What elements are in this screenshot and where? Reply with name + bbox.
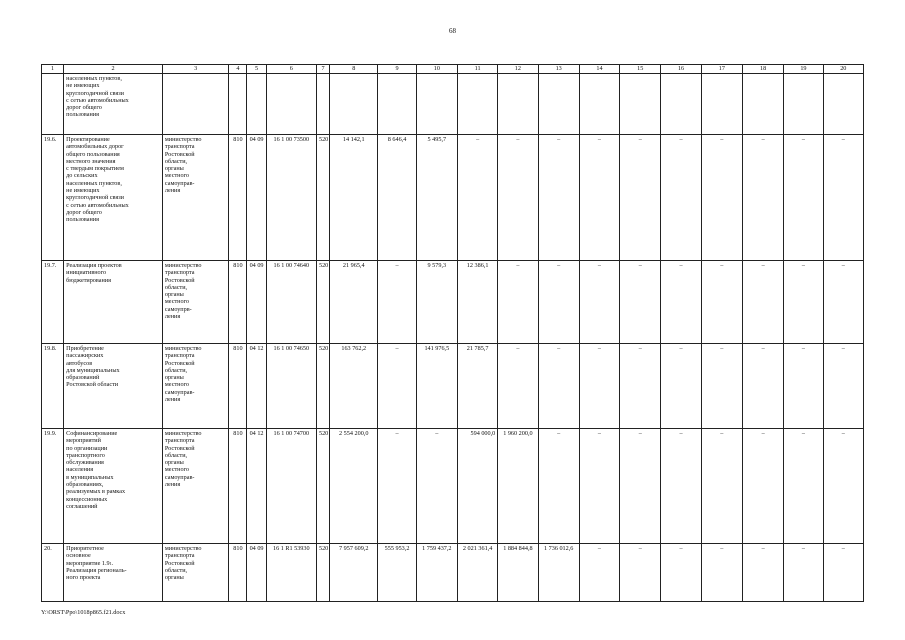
continuation-row — [42, 74, 864, 135]
cell-c16: – — [661, 261, 701, 344]
cell-c9: – — [378, 429, 416, 544]
column-number-row — [42, 65, 864, 74]
cell-c8: 21 965,4 — [330, 261, 378, 344]
column-header: 14 — [579, 65, 619, 74]
row-executor: министерство транспорта Ростовской области, органы местного самоуправ- ления — [162, 344, 228, 429]
cell-c19: – — [784, 261, 823, 344]
cell-c16: – — [661, 544, 701, 602]
column-header: 8 — [330, 65, 378, 74]
table-row — [42, 344, 864, 429]
cell-c19: – — [784, 544, 823, 602]
cell-c9: 555 953,2 — [378, 544, 416, 602]
column-header: 16 — [661, 65, 701, 74]
cell-c11: 12 386,1 — [457, 261, 497, 344]
column-header: 13 — [538, 65, 579, 74]
cell-c12: 1 960 200,0 — [498, 429, 538, 544]
row-name: Приоритетное основное мероприятие $1.9^1$. Реализация региональ- ного проекта — [64, 544, 163, 602]
cell-c14: – — [579, 344, 619, 429]
cell-c16: – — [661, 135, 701, 261]
cell-c10: – — [416, 429, 457, 544]
cell-c8: 163 762,2 — [330, 344, 378, 429]
cell-c13: 1 736 012,6 — [538, 544, 579, 602]
column-header: 20 — [823, 65, 863, 74]
row-number: 19.7. — [42, 261, 64, 344]
cell-c14: – — [579, 261, 619, 344]
cell-c17: – — [701, 261, 742, 344]
row-number: 19.8. — [42, 344, 64, 429]
cell-c20: – — [823, 544, 863, 602]
column-header: 10 — [416, 65, 457, 74]
cell-c12: – — [498, 135, 538, 261]
column-header: 9 — [378, 65, 416, 74]
cell-c7: 520 — [316, 135, 329, 261]
table-row — [42, 544, 864, 602]
cell-c8: 7 957 609,2 — [330, 544, 378, 602]
row-number: 20. — [42, 544, 64, 602]
cell-c17: – — [701, 344, 742, 429]
cell-c10: 5 495,7 — [416, 135, 457, 261]
cell-c6: 16 1 00 74700 — [266, 429, 316, 544]
cell-c18: – — [742, 135, 783, 261]
row-name: Приобретение пассажирских автобусов для муниципальных образований Ростовской области — [64, 344, 163, 429]
cell-c11: 2 021 361,4 — [457, 544, 497, 602]
cell-c7: 520 — [316, 344, 329, 429]
cell-c5: 04 09 — [247, 544, 266, 602]
table-row — [42, 429, 864, 544]
column-header: 7 — [316, 65, 329, 74]
column-header: 2 — [64, 65, 163, 74]
cell-c15: – — [620, 344, 661, 429]
cell-c4: 810 — [229, 429, 247, 544]
cell-c9: – — [378, 261, 416, 344]
cell-c9: 8 646,4 — [378, 135, 416, 261]
cell-c11: 21 785,7 — [457, 344, 497, 429]
row-number: 19.6. — [42, 135, 64, 261]
cell-c10: 141 976,5 — [416, 344, 457, 429]
cell-c7: 520 — [316, 544, 329, 602]
table-row — [42, 135, 864, 261]
cell-c17: – — [701, 135, 742, 261]
cell-c17: – — [701, 429, 742, 544]
cell-c17: – — [701, 544, 742, 602]
cell-c20: – — [823, 344, 863, 429]
cell-c4: 810 — [229, 135, 247, 261]
column-header: 18 — [742, 65, 783, 74]
column-header: 12 — [498, 65, 538, 74]
row-executor: министерство транспорта Ростовской области, органы местного самоуправ- ления — [162, 429, 228, 544]
cell-c13: – — [538, 261, 579, 344]
cell-c9: – — [378, 344, 416, 429]
row-number: 19.9. — [42, 429, 64, 544]
cell-c4: 810 — [229, 344, 247, 429]
cell-c20: – — [823, 261, 863, 344]
row-executor: министерство транспорта Ростовской области, органы — [162, 544, 228, 602]
page-number: 68 — [449, 27, 456, 35]
column-header: 4 — [229, 65, 247, 74]
cell-c20: – — [823, 429, 863, 544]
row-executor: министерство транспорта Ростовской области, органы местного самоупрв- ления — [162, 261, 228, 344]
cell-c7: 520 — [316, 261, 329, 344]
cell-c14: – — [579, 429, 619, 544]
cell-c5: 04 09 — [247, 261, 266, 344]
cell-c7: 520 — [316, 429, 329, 544]
column-header: 6 — [266, 65, 316, 74]
cell-c12: 1 884 844,8 — [498, 544, 538, 602]
cell-c18: – — [742, 429, 783, 544]
continuation-name: населенных пунктов, не имеющих круглогодичной связи с сетью автомобильных дорог общего пользования — [64, 74, 163, 135]
cell-c14: – — [579, 135, 619, 261]
cell-c6: 16 1 00 73500 — [266, 135, 316, 261]
cell-c13: – — [538, 344, 579, 429]
column-header: 1 — [42, 65, 64, 74]
cell-c19: – — [784, 344, 823, 429]
column-header: 17 — [701, 65, 742, 74]
cell-c15: – — [620, 429, 661, 544]
cell-c5: 04 09 — [247, 135, 266, 261]
column-header: 11 — [457, 65, 497, 74]
cell-c15: – — [620, 544, 661, 602]
cell-c8: 14 142,1 — [330, 135, 378, 261]
cell-c12: – — [498, 261, 538, 344]
cell-c20: – — [823, 135, 863, 261]
budget-table — [41, 64, 864, 602]
cell-c18: – — [742, 544, 783, 602]
column-header: 3 — [162, 65, 228, 74]
cell-c4: 810 — [229, 544, 247, 602]
cell-c10: 9 579,3 — [416, 261, 457, 344]
row-name: Софинансирование мероприятий по организации транспортного обслуживания населения в муниципальных образованиях, реализуемых в рамках концессионных соглашений — [64, 429, 163, 544]
cell-c15: – — [620, 261, 661, 344]
row-name: Проектирование автомобильных дорог общего пользования местного значения с твердым покрытием до сельских населенных пунктов, не имеющих круглогодичной связи с сетью автомобильных дорог общего пользования — [64, 135, 163, 261]
row-name: Реализация проектов инициативного бюджетирования — [64, 261, 163, 344]
cell-c5: 04 12 — [247, 344, 266, 429]
cell-c19: – — [784, 135, 823, 261]
cell-c12: – — [498, 344, 538, 429]
cell-c16: – — [661, 344, 701, 429]
row-executor: министерство транспорта Ростовской области, органы местного самоуправ- ления — [162, 135, 228, 261]
cell-c18: – — [742, 344, 783, 429]
cell-c6: 16 1 00 74640 — [266, 261, 316, 344]
cell-c11: – — [457, 135, 497, 261]
cell-c5: 04 12 — [247, 429, 266, 544]
column-header: 19 — [784, 65, 823, 74]
column-header: 5 — [247, 65, 266, 74]
cell-c19: – — [784, 429, 823, 544]
cell-c14: – — [579, 544, 619, 602]
cell-c11: 594 000,0 — [457, 429, 497, 544]
cell-c4: 810 — [229, 261, 247, 344]
cell-c13: – — [538, 135, 579, 261]
cell-c10: 1 759 437,2 — [416, 544, 457, 602]
column-header: 15 — [620, 65, 661, 74]
file-path-footer: Y:\ORST\Ppo\1018p865.f21.docx — [41, 609, 126, 616]
cell-c6: 16 1 R1 53930 — [266, 544, 316, 602]
cell-c8: 2 554 200,0 — [330, 429, 378, 544]
cell-c13: – — [538, 429, 579, 544]
cell-c15: – — [620, 135, 661, 261]
cell-c18: – — [742, 261, 783, 344]
cell-c16: – — [661, 429, 701, 544]
cell-c6: 16 1 00 74650 — [266, 344, 316, 429]
table-row — [42, 261, 864, 344]
